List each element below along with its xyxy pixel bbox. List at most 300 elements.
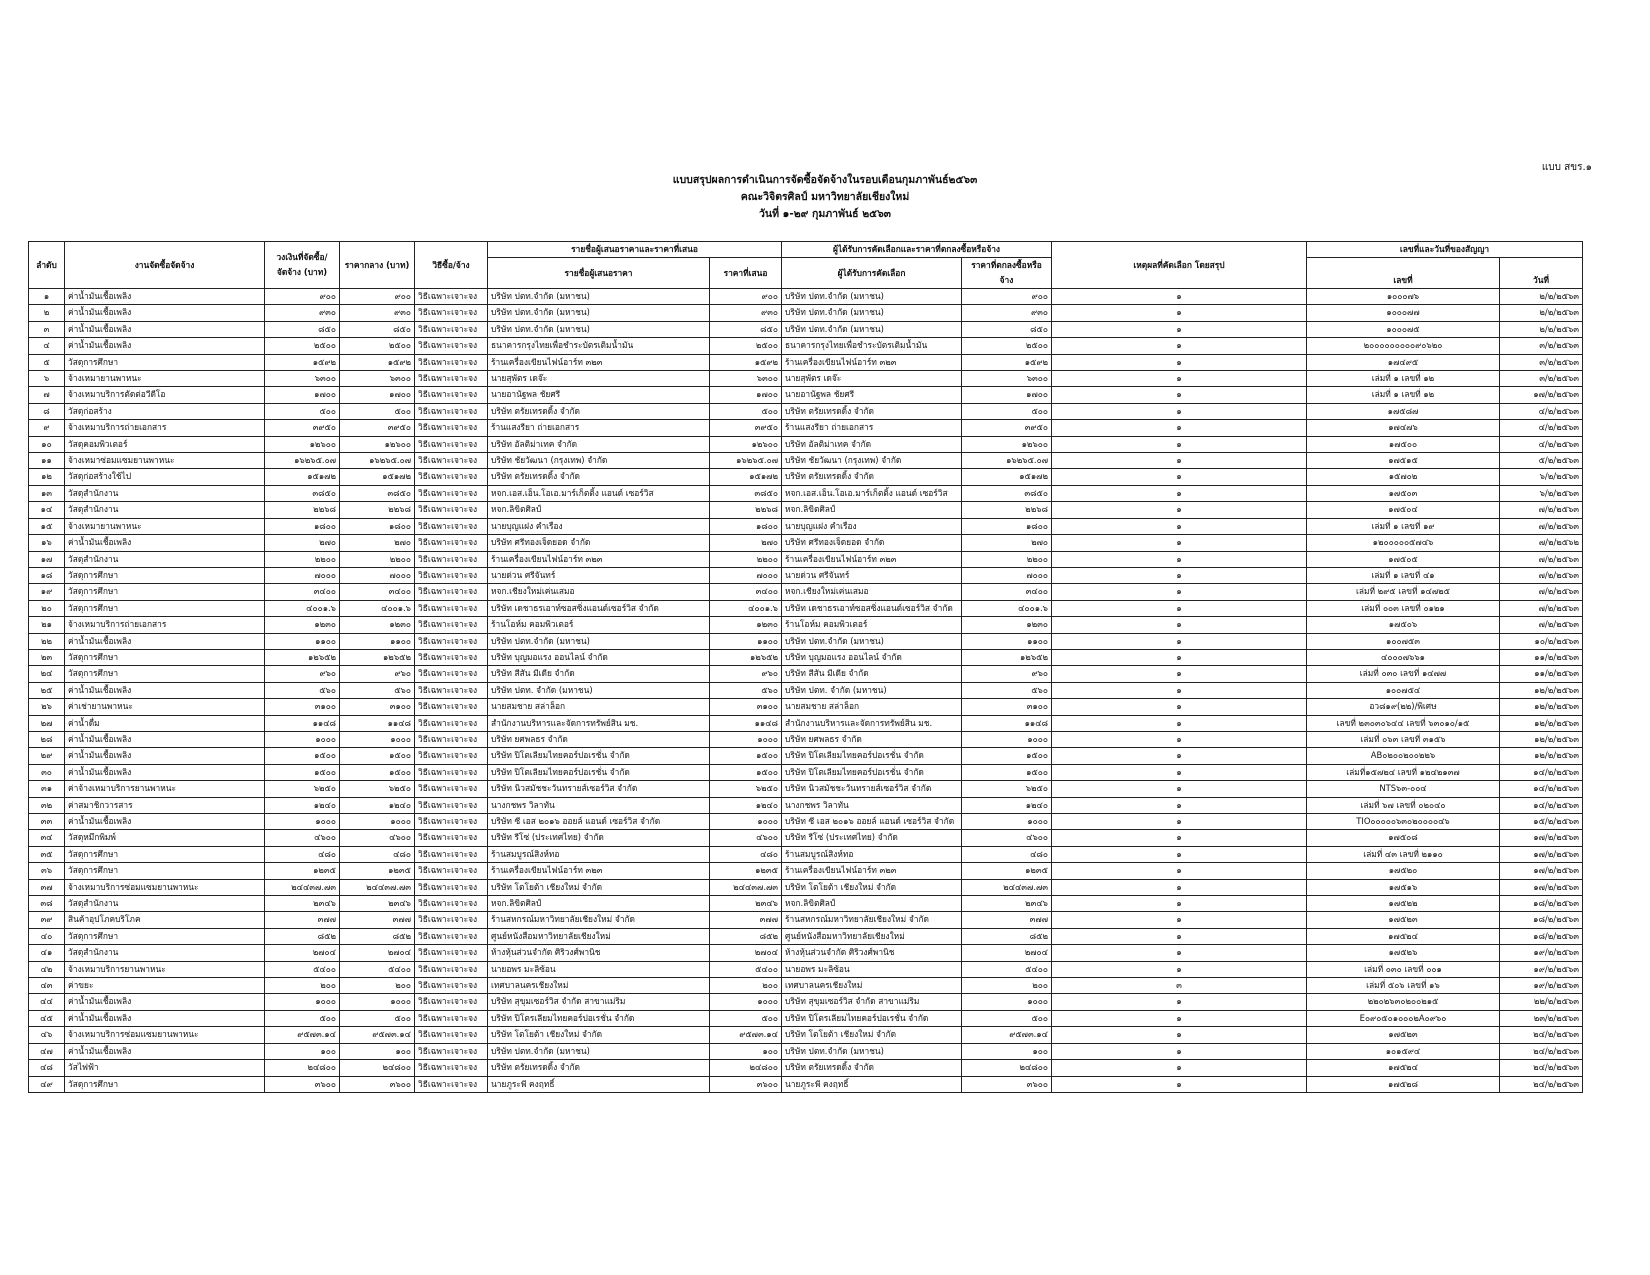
cell-reason: ๑: [1052, 321, 1307, 337]
cell-agreed-price: ๙๕๗๓.๑๔: [962, 1027, 1052, 1043]
cell-no: ๒๑: [29, 617, 65, 633]
cell-bid-price: ๒๕๐๐: [710, 338, 782, 354]
cell-median-price: ๓๘๕๐: [340, 485, 415, 501]
cell-agreed-price: ๑๕๐๐: [962, 764, 1052, 780]
cell-method: วิธีเฉพาะเจาะจง: [415, 731, 488, 747]
cell-selected: นางกชพร วิลาทัน: [782, 797, 962, 813]
cell-bidder: ร้านเครื่องเขียนไฟน์อาร์ท ๓๒๓: [488, 863, 710, 879]
cell-bid-price: ๑๕๐๐: [710, 764, 782, 780]
cell-bidder: ห้างหุ้นส่วนจำกัด ศิริวงศ์พานิช: [488, 945, 710, 961]
cell-reason: ๑: [1052, 1010, 1307, 1026]
cell-contract-date: ๔/๒/๒๕๖๓: [1500, 403, 1583, 419]
cell-no: ๑๖: [29, 535, 65, 551]
cell-agreed-price: ๓๘๕๐: [962, 485, 1052, 501]
table-row: [29, 879, 1583, 895]
cell-method: วิธีเฉพาะเจาะจง: [415, 912, 488, 928]
cell-selected: บริษัท ซี เอส ๒๐๑๖ ออยล์ แอนด์ เซอร์วิส จำกัด: [782, 814, 962, 830]
cell-median-price: ๕๖๐: [340, 682, 415, 698]
cell-bid-price: ๓๗๗: [710, 912, 782, 928]
cell-no: ๒๓: [29, 649, 65, 665]
cell-method: วิธีเฉพาะเจาะจง: [415, 469, 488, 485]
cell-bid-price: ๗๐๐๐: [710, 567, 782, 583]
cell-bidder: บริษัท บุญมอแรง ออนไลน์ จำกัด: [488, 649, 710, 665]
cell-no: ๑: [29, 289, 65, 305]
cell-reason: ๑: [1052, 518, 1307, 534]
cell-contract-no: เล่มที่ ๐๖๓ เลขที่ ๓๑๕๖: [1307, 731, 1500, 747]
cell-contract-no: เล่มที่ ๕๐๖ เลขที่ ๑๖: [1307, 978, 1500, 994]
cell-item: วัสดุก่อสร้าง: [65, 403, 265, 419]
cell-reason: ๑: [1052, 535, 1307, 551]
cell-reason: ๑: [1052, 387, 1307, 403]
cell-budget: ๘๕๐: [265, 321, 340, 337]
cell-selected: สำนักงานบริหารและจัดการทรัพย์สิน มช.: [782, 715, 962, 731]
cell-agreed-price: ๙๖๐: [962, 666, 1052, 682]
cell-median-price: ๓๙๕๐: [340, 420, 415, 436]
cell-median-price: ๒๗๐๔: [340, 945, 415, 961]
cell-item: วัสดุสำนักงาน: [65, 896, 265, 912]
cell-item: ค่าน้ำมันเชื้อเพลิง: [65, 321, 265, 337]
cell-item: วัสดุสำนักงาน: [65, 945, 265, 961]
cell-bid-price: ๑๒๔๐: [710, 797, 782, 813]
cell-no: ๑๐: [29, 436, 65, 452]
cell-bid-price: ๒๗๐: [710, 535, 782, 551]
cell-contract-date: ๓/๒/๒๕๖๓: [1500, 371, 1583, 387]
cell-bid-price: ๑๐๐: [710, 1043, 782, 1059]
cell-median-price: ๘๕๒: [340, 928, 415, 944]
header-bid-price: ราคาที่เสนอ: [710, 258, 782, 289]
cell-no: ๓๒: [29, 797, 65, 813]
cell-agreed-price: ๒๕๐๐: [962, 338, 1052, 354]
cell-bid-price: ๑๒๖๐๐: [710, 436, 782, 452]
cell-reason: ๑: [1052, 453, 1307, 469]
cell-contract-no: เล่มที่ ๖๗ เลขที่ ๐๒๐๔๐: [1307, 797, 1500, 813]
cell-no: ๓๓: [29, 814, 65, 830]
cell-no: ๔๔: [29, 994, 65, 1010]
cell-bidder: ศูนย์หนังสือมหาวิทยาลัยเชียงใหม่: [488, 928, 710, 944]
cell-no: ๑๔: [29, 502, 65, 518]
cell-median-price: ๑๖๒๖๕.๐๗: [340, 453, 415, 469]
cell-no: ๔๗: [29, 1043, 65, 1059]
cell-reason: ๑: [1052, 814, 1307, 830]
cell-selected: บริษัท บุญมอแรง ออนไลน์ จำกัด: [782, 649, 962, 665]
header-reason: เหตุผลที่คัดเลือก โดยสรุป: [1052, 242, 1307, 289]
cell-bidder: บริษัท ศรีทองเจ็ดยอด จำกัด: [488, 535, 710, 551]
cell-method: วิธีเฉพาะเจาะจง: [415, 535, 488, 551]
cell-selected: บริษัท รีโซ่ (ประเทศไทย) จำกัด: [782, 830, 962, 846]
cell-contract-no: ๒๒๐๒๖๓๐๒๐๐๒๑๕: [1307, 994, 1500, 1010]
cell-item: ค่าน้ำมันเชื้อเพลิง: [65, 1043, 265, 1059]
cell-agreed-price: ๑๗๐๐: [962, 387, 1052, 403]
cell-no: ๑๙: [29, 584, 65, 600]
cell-contract-no: ๑๗๕๐๕: [1307, 551, 1500, 567]
cell-no: ๓๗: [29, 879, 65, 895]
cell-no: ๒๔: [29, 666, 65, 682]
cell-no: ๓๙: [29, 912, 65, 928]
cell-item: วัสดุการศึกษา: [65, 928, 265, 944]
cell-reason: ๑: [1052, 928, 1307, 944]
table-row: [29, 387, 1583, 403]
cell-reason: ๑: [1052, 715, 1307, 731]
cell-median-price: ๙๓๐: [340, 305, 415, 321]
cell-contract-date: ๑๒/๒/๒๕๖๓: [1500, 715, 1583, 731]
cell-selected: บริษัท ปตท.จำกัด (มหาชน): [782, 1043, 962, 1059]
table-row: [29, 797, 1583, 813]
cell-reason: ๑: [1052, 863, 1307, 879]
cell-no: ๔๐: [29, 928, 65, 944]
cell-contract-no: ๒๐๐๐๐๐๐๐๐๐๙๐๖๒๐: [1307, 338, 1500, 354]
cell-selected: ร้านเครื่องเขียนไฟน์อาร์ท ๓๒๓: [782, 354, 962, 370]
cell-bidder: บริษัท สุขุมเซอร์วิส จำกัด สาขาแม่ริม: [488, 994, 710, 1010]
table-row: [29, 600, 1583, 616]
cell-method: วิธีเฉพาะเจาะจง: [415, 1060, 488, 1076]
cell-method: วิธีเฉพาะเจาะจง: [415, 453, 488, 469]
cell-reason: ๑: [1052, 666, 1307, 682]
cell-budget: ๑๒๓๕: [265, 863, 340, 879]
cell-bid-price: ๙๖๐: [710, 666, 782, 682]
cell-contract-no: เล่มที่ ๒๙๕ เลขที่ ๑๔๗๒๕: [1307, 584, 1500, 600]
cell-method: วิธีเฉพาะเจาะจง: [415, 551, 488, 567]
cell-contract-no: เล่มที่ ๑ เลขที่ ๑๙: [1307, 518, 1500, 534]
cell-median-price: ๒๕๐๐: [340, 338, 415, 354]
cell-median-price: ๑๘๐๐: [340, 518, 415, 534]
cell-budget: ๙๐๐: [265, 289, 340, 305]
cell-contract-no: ๑๗๕๐๔: [1307, 502, 1500, 518]
cell-item: ค่าเช่ายานพาหนะ: [65, 699, 265, 715]
cell-no: ๒๐: [29, 600, 65, 616]
cell-bidder: ร้านสหกรณ์มหาวิทยาลัยเชียงใหม่ จำกัด: [488, 912, 710, 928]
table-row: [29, 781, 1583, 797]
cell-method: วิธีเฉพาะเจาะจง: [415, 649, 488, 665]
cell-no: ๙: [29, 420, 65, 436]
cell-no: ๑๕: [29, 518, 65, 534]
cell-bidder: บริษัท ปตท.จำกัด (มหาชน): [488, 633, 710, 649]
cell-budget: ๓๗๗: [265, 912, 340, 928]
cell-reason: ๑: [1052, 436, 1307, 452]
cell-contract-date: ๒๒/๒/๒๕๖๓: [1500, 994, 1583, 1010]
cell-contract-date: ๗/๒/๒๕๖๓: [1500, 617, 1583, 633]
cell-selected: หจก.เชียงใหม่เค่นเสมอ: [782, 584, 962, 600]
cell-agreed-price: ๑๐๐๐: [962, 994, 1052, 1010]
cell-selected: นายบุญแฝง คำเรือง: [782, 518, 962, 534]
cell-bidder: หจก.ลิขิตศิลป์: [488, 896, 710, 912]
cell-budget: ๒๐๐: [265, 978, 340, 994]
cell-budget: ๑๖๒๖๕.๐๗: [265, 453, 340, 469]
cell-selected: นายสมชาย สล่าล็อก: [782, 699, 962, 715]
cell-bidder: นายอานัฐพล ชัยศรี: [488, 387, 710, 403]
cell-no: ๓๑: [29, 781, 65, 797]
cell-method: วิธีเฉพาะเจาะจง: [415, 633, 488, 649]
cell-reason: ๑: [1052, 896, 1307, 912]
cell-median-price: ๓๔๐๐: [340, 584, 415, 600]
cell-bid-price: ๒๒๐๐: [710, 551, 782, 567]
cell-contract-no: ๑๗๕๒๓: [1307, 1027, 1500, 1043]
cell-contract-date: ๗/๒/๒๕๖๓: [1500, 600, 1583, 616]
cell-reason: ๑: [1052, 485, 1307, 501]
cell-bidder: บริษัท รีโซ่ (ประเทศไทย) จำกัด: [488, 830, 710, 846]
cell-bidder: บริษัท โตโยต้า เชียงใหม่ จำกัด: [488, 1027, 710, 1043]
cell-no: ๔๙: [29, 1076, 65, 1092]
cell-bid-price: ๓๙๕๐: [710, 420, 782, 436]
cell-method: วิธีเฉพาะเจาะจง: [415, 502, 488, 518]
cell-agreed-price: ๒๒๖๘: [962, 502, 1052, 518]
cell-selected: ร้านสหกรณ์มหาวิทยาลัยเชียงใหม่ จำกัด: [782, 912, 962, 928]
cell-item: จ้างเหมาบริการยานพาหนะ: [65, 961, 265, 977]
header-method: วิธีซื้อ/จ้าง: [415, 242, 488, 289]
cell-budget: ๑๕๙๒: [265, 354, 340, 370]
cell-contract-date: ๔/๒/๒๕๖๓: [1500, 436, 1583, 452]
cell-reason: ๑: [1052, 945, 1307, 961]
cell-selected: บริษัท ปตท. จำกัด (มหาชน): [782, 682, 962, 698]
cell-budget: ๑๐๐๐: [265, 731, 340, 747]
cell-bidder: บริษัท ปตท.จำกัด (มหาชน): [488, 305, 710, 321]
cell-contract-no: เล่มที่ ๔๓ เลขที่ ๒๑๑๐: [1307, 846, 1500, 862]
cell-budget: ๙๖๐: [265, 666, 340, 682]
table-row: [29, 436, 1583, 452]
cell-bidder: เทศบาลนครเชียงใหม่: [488, 978, 710, 994]
table-row: [29, 420, 1583, 436]
cell-selected: เทศบาลนครเชียงใหม่: [782, 978, 962, 994]
cell-bidder: บริษัท ปตท.จำกัด (มหาชน): [488, 1043, 710, 1059]
cell-contract-date: ๑๔/๒/๒๕๖๓: [1500, 764, 1583, 780]
header-contract-date: วันที่: [1500, 258, 1583, 289]
cell-bidder: นายด่วน ศรีจันทร์: [488, 567, 710, 583]
cell-reason: ๑: [1052, 994, 1307, 1010]
cell-reason: ๑: [1052, 371, 1307, 387]
cell-median-price: ๒๒๐๐: [340, 551, 415, 567]
cell-method: วิธีเฉพาะเจาะจง: [415, 961, 488, 977]
cell-no: ๑๘: [29, 567, 65, 583]
cell-item: ค่าน้ำมันเชื้อเพลิง: [65, 682, 265, 698]
cell-method: วิธีเฉพาะเจาะจง: [415, 863, 488, 879]
cell-contract-date: ๑๗/๒/๒๕๖๓: [1500, 846, 1583, 862]
cell-budget: ๑๒๖๕๒: [265, 649, 340, 665]
cell-contract-no: E๐๙๐๕๐๑๐๐๐๒A๐๙๖๐: [1307, 1010, 1500, 1026]
cell-contract-no: เล่มที่ ๐๐๓ เลขที่ ๐๑๒๑: [1307, 600, 1500, 616]
table-row: [29, 748, 1583, 764]
table-row: [29, 978, 1583, 994]
cell-budget: ๑๐๐: [265, 1043, 340, 1059]
cell-budget: ๒๗๐๔: [265, 945, 340, 961]
cell-selected: นายด่วน ศรีจันทร์: [782, 567, 962, 583]
cell-bid-price: ๑๑๔๘: [710, 715, 782, 731]
cell-method: วิธีเฉพาะเจาะจง: [415, 1027, 488, 1043]
cell-reason: ๑: [1052, 846, 1307, 862]
cell-contract-no: ๑๐๑๕๙๔: [1307, 1043, 1500, 1059]
header-no: ลำดับ: [29, 242, 65, 289]
cell-selected: นายอานัฐพล ชัยศรี: [782, 387, 962, 403]
cell-selected: หจก.ลิขิตศิลป์: [782, 896, 962, 912]
cell-budget: ๓๙๕๐: [265, 420, 340, 436]
cell-contract-date: ๑๒/๒/๒๕๖๓: [1500, 699, 1583, 715]
cell-bidder: ร้านโอห์ม คอมพิวเตอร์: [488, 617, 710, 633]
cell-agreed-price: ๒๗๐๔: [962, 945, 1052, 961]
cell-item: ค่าน้ำมันเชื้อเพลิง: [65, 748, 265, 764]
cell-bidder: บริษัท ปิโตเลียมไทยคอร์ปอเรชั่น จำกัด: [488, 748, 710, 764]
cell-no: ๓๖: [29, 863, 65, 879]
table-row: [29, 666, 1583, 682]
cell-budget: ๑๑๔๘: [265, 715, 340, 731]
cell-median-price: ๓๗๗: [340, 912, 415, 928]
cell-contract-no: ๑๗๕๑๖: [1307, 879, 1500, 895]
cell-selected: บริษัท อัลติม่าเทค จำกัด: [782, 436, 962, 452]
cell-bidder: บริษัท ตรัยเทรดดิ้ง จำกัด: [488, 403, 710, 419]
cell-item: ค่าน้ำมันเชื้อเพลิง: [65, 764, 265, 780]
cell-bidder: บริษัท ตรัยเทรดดิ้ง จำกัด: [488, 469, 710, 485]
cell-method: วิธีเฉพาะเจาะจง: [415, 371, 488, 387]
cell-contract-date: ๑๙/๒/๒๕๖๓: [1500, 945, 1583, 961]
cell-contract-no: อว๘๑๙(๒๒)/พิเศษ: [1307, 699, 1500, 715]
cell-item: ค่าน้ำดื่ม: [65, 715, 265, 731]
table-row: [29, 321, 1583, 337]
cell-selected: บริษัท ชัยวัฒนา (กรุงเทพ) จำกัด: [782, 453, 962, 469]
cell-budget: ๑๕๑๗๒: [265, 469, 340, 485]
cell-bidder: บริษัท ปตท.จำกัด (มหาชน): [488, 289, 710, 305]
cell-method: วิธีเฉพาะเจาะจง: [415, 289, 488, 305]
cell-agreed-price: ๑๕๐๐: [962, 748, 1052, 764]
cell-agreed-price: ๑๖๒๖๕.๐๗: [962, 453, 1052, 469]
cell-budget: ๕๐๐: [265, 1010, 340, 1026]
table-row: [29, 469, 1583, 485]
cell-agreed-price: ๒๒๐๐: [962, 551, 1052, 567]
cell-budget: ๔๘๐: [265, 846, 340, 862]
cell-bid-price: ๕๔๐๐: [710, 961, 782, 977]
cell-budget: ๗๐๐๐: [265, 567, 340, 583]
cell-agreed-price: ๕๔๐๐: [962, 961, 1052, 977]
cell-agreed-price: ๒๗๐: [962, 535, 1052, 551]
cell-reason: ๑: [1052, 961, 1307, 977]
cell-bid-price: ๑๘๐๐: [710, 518, 782, 534]
cell-median-price: ๑๕๐๐: [340, 764, 415, 780]
cell-method: วิธีเฉพาะเจาะจง: [415, 928, 488, 944]
cell-reason: ๑: [1052, 469, 1307, 485]
cell-item: วัสดุการศึกษา: [65, 846, 265, 862]
cell-contract-date: ๑๘/๒/๒๕๖๓: [1500, 896, 1583, 912]
cell-median-price: ๑๒๓๐: [340, 617, 415, 633]
cell-reason: ๑: [1052, 551, 1307, 567]
cell-agreed-price: ๑๒๖๐๐: [962, 436, 1052, 452]
cell-selected: บริษัท โตโยต้า เชียงใหม่ จำกัด: [782, 879, 962, 895]
cell-item: ค่าน้ำมันเชื้อเพลิง: [65, 535, 265, 551]
cell-method: วิธีเฉพาะเจาะจง: [415, 305, 488, 321]
cell-selected: บริษัท ปิโตเลียมไทยคอร์ปอเรชั่น จำกัด: [782, 748, 962, 764]
cell-item: ค่าขยะ: [65, 978, 265, 994]
cell-reason: ๑: [1052, 338, 1307, 354]
cell-item: วัสดุสำนักงาน: [65, 485, 265, 501]
cell-contract-no: เล่มที่ ๑ เลขที่ ๑๒: [1307, 387, 1500, 403]
cell-bid-price: ๓๑๐๐: [710, 699, 782, 715]
cell-budget: ๑๘๐๐: [265, 518, 340, 534]
table-row: [29, 453, 1583, 469]
cell-budget: ๑๒๓๐: [265, 617, 340, 633]
cell-agreed-price: ๒๐๐: [962, 978, 1052, 994]
cell-agreed-price: ๕๖๐: [962, 682, 1052, 698]
cell-budget: ๑๕๐๐: [265, 764, 340, 780]
cell-item: วัสดุการศึกษา: [65, 584, 265, 600]
cell-budget: ๑๑๐๐: [265, 633, 340, 649]
cell-bid-price: ๑๐๐๐: [710, 814, 782, 830]
cell-no: ๗: [29, 387, 65, 403]
cell-method: วิธีเฉพาะเจาะจง: [415, 797, 488, 813]
cell-selected: ร้านโอห์ม คอมพิวเตอร์: [782, 617, 962, 633]
cell-budget: ๓๑๐๐: [265, 699, 340, 715]
cell-median-price: ๑๒๔๐: [340, 797, 415, 813]
cell-median-price: ๒๗๐: [340, 535, 415, 551]
table-row: [29, 830, 1583, 846]
cell-contract-date: ๑๕/๒/๒๕๖๓: [1500, 814, 1583, 830]
cell-item: จ้างเหมาซ่อมแซมยานพาหนะ: [65, 453, 265, 469]
cell-bid-price: ๘๕๒: [710, 928, 782, 944]
cell-median-price: ๒๔๔๓๗.๗๓: [340, 879, 415, 895]
cell-agreed-price: ๗๐๐๐: [962, 567, 1052, 583]
cell-bid-price: ๖๒๕๐: [710, 781, 782, 797]
cell-agreed-price: ๔๘๐: [962, 846, 1052, 862]
cell-contract-no: ๑๗๕๒๖: [1307, 945, 1500, 961]
cell-median-price: ๘๕๐: [340, 321, 415, 337]
cell-median-price: ๓๑๐๐: [340, 699, 415, 715]
cell-no: ๒๙: [29, 748, 65, 764]
cell-contract-date: ๒๓/๒/๒๕๖๓: [1500, 1010, 1583, 1026]
cell-contract-date: ๗/๒/๒๕๖๓: [1500, 567, 1583, 583]
cell-median-price: ๑๐๐๐: [340, 814, 415, 830]
cell-bidder: นางกชพร วิลาทัน: [488, 797, 710, 813]
cell-agreed-price: ๒๔๔๓๗.๗๓: [962, 879, 1052, 895]
cell-bidder: บริษัท ปิโตรเลียมไทยคอร์ปอเรชั่น จำกัด: [488, 1010, 710, 1026]
cell-budget: ๕๔๐๐: [265, 961, 340, 977]
cell-item: วัสดุการศึกษา: [65, 1076, 265, 1092]
cell-budget: ๒๒๖๘: [265, 502, 340, 518]
cell-bid-price: ๑๒๖๕๒: [710, 649, 782, 665]
cell-method: วิธีเฉพาะเจาะจง: [415, 1076, 488, 1092]
cell-contract-no: ๑๗๕๘๗: [1307, 403, 1500, 419]
cell-contract-no: ๑๗๔๗๖: [1307, 420, 1500, 436]
cell-reason: ๑: [1052, 633, 1307, 649]
cell-item: วัสดุสำนักงาน: [65, 551, 265, 567]
cell-item: จ้างเหมาบริการถ่ายเอกสาร: [65, 617, 265, 633]
cell-median-price: ๕๐๐: [340, 403, 415, 419]
cell-budget: ๙๓๐: [265, 305, 340, 321]
cell-no: ๑๗: [29, 551, 65, 567]
cell-method: วิธีเฉพาะเจาะจง: [415, 814, 488, 830]
cell-contract-date: ๑๐/๒/๒๕๖๓: [1500, 633, 1583, 649]
cell-method: วิธีเฉพาะเจาะจง: [415, 764, 488, 780]
cell-bidder: นายสมชาย สล่าล็อก: [488, 699, 710, 715]
cell-no: ๔๘: [29, 1060, 65, 1076]
cell-bid-price: ๖๓๐๐: [710, 371, 782, 387]
cell-budget: ๖๓๐๐: [265, 371, 340, 387]
cell-bidder: บริษัท ปิโตเลียมไทยคอร์ปอเรชั่น จำกัด: [488, 764, 710, 780]
cell-selected: บริษัท ปตท.จำกัด (มหาชน): [782, 289, 962, 305]
cell-median-price: ๑๑๔๘: [340, 715, 415, 731]
cell-bidder: ร้านแสงรียา ถ่ายเอกสาร: [488, 420, 710, 436]
cell-no: ๑๑: [29, 453, 65, 469]
cell-median-price: ๒๔๘๐๐: [340, 1060, 415, 1076]
cell-bid-price: ๑๐๐๐: [710, 731, 782, 747]
cell-reason: ๑: [1052, 731, 1307, 747]
cell-budget: ๕๐๐: [265, 403, 340, 419]
cell-median-price: ๑๕๐๐: [340, 748, 415, 764]
cell-agreed-price: ๑๑๐๐: [962, 633, 1052, 649]
cell-contract-date: ๑๙/๒/๒๕๖๓: [1500, 961, 1583, 977]
cell-reason: ๑: [1052, 1060, 1307, 1076]
cell-bid-price: ๑๐๐๐: [710, 994, 782, 1010]
cell-item: จ้างเหมาบริการซ่อมแซมยานพาหนะ: [65, 1027, 265, 1043]
cell-contract-no: เล่มที่ ๐๓๐ เลขที่ ๐๐๑: [1307, 961, 1500, 977]
cell-bid-price: ๙๐๐: [710, 289, 782, 305]
cell-median-price: ๑๒๖๐๐: [340, 436, 415, 452]
cell-no: ๔๑: [29, 945, 65, 961]
cell-reason: ๑: [1052, 699, 1307, 715]
cell-method: วิธีเฉพาะเจาะจง: [415, 748, 488, 764]
